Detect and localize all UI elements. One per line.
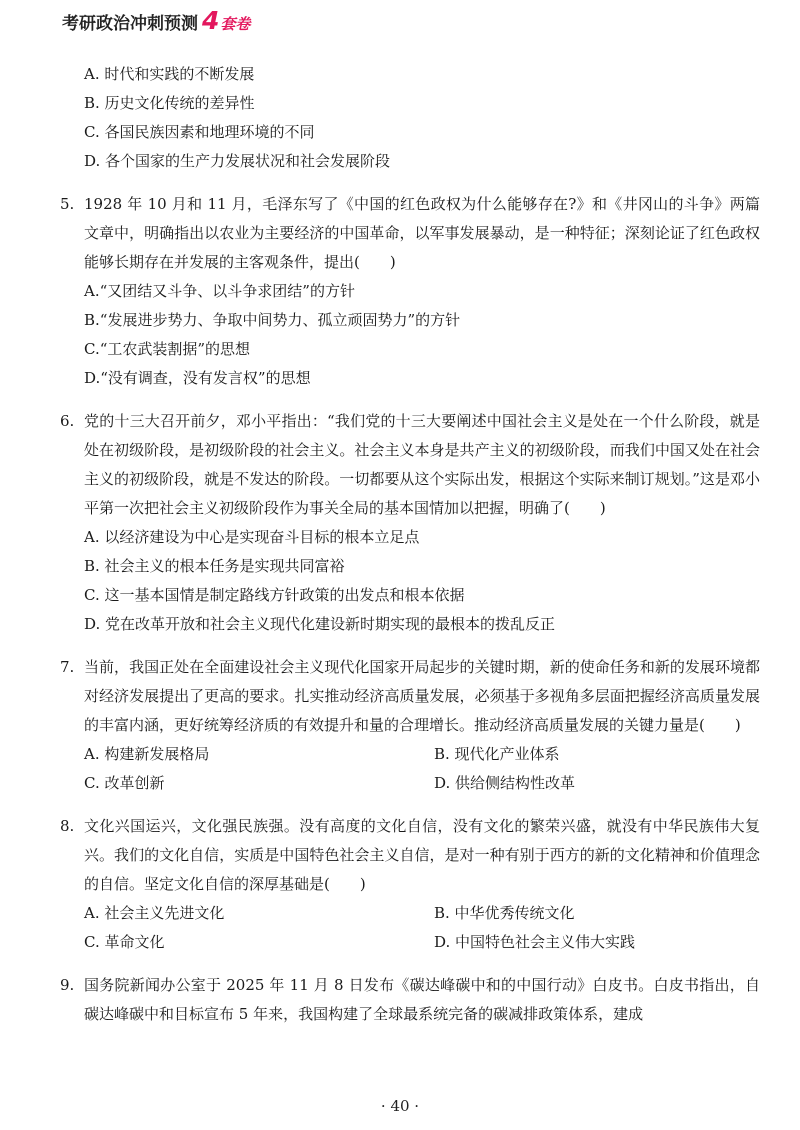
question-8 [60, 812, 760, 957]
question-text: 文化兴国运兴，文化强民族强。没有高度的文化自信，没有文化的繁荣兴盛，就没有中华民族伟大复兴。我们的文化自信，实质是中国特色社会主义自信，是对一种有别于西方的新的文化精神和价值理念的自信。坚定文化自信的深厚基础是( ) [84, 817, 760, 893]
question-stem [60, 407, 760, 523]
option-c: C. 革命文化 [84, 933, 165, 951]
page-header [62, 4, 250, 38]
question-options [60, 60, 760, 176]
option-a: A. 构建新发展格局 [84, 745, 210, 763]
question-options [60, 277, 760, 393]
question-number: 8. [60, 817, 75, 835]
option-c: C. 这一基本国情是制定路线方针政策的出发点和根本依据 [84, 586, 465, 604]
option-a: A. 以经济建设为中心是实现奋斗目标的根本立足点 [84, 528, 420, 546]
question-4-carryover [60, 60, 760, 176]
option-b: B. 社会主义的根本任务是实现共同富裕 [84, 557, 345, 575]
option-c: C.“工农武装割据”的思想 [84, 340, 251, 358]
question-text: 国务院新闻办公室于 2025 年 11 月 8 日发布《碳达峰碳中和的中国行动》白皮书。白皮书指出，自碳达峰碳中和目标宣布 5 年来，我国构建了全球最系统完备的碳减排政策体系，建成 [84, 976, 760, 1023]
option-d: D. 各个国家的生产力发展状况和社会发展阶段 [84, 152, 391, 170]
question-text: 党的十三大召开前夕，邓小平指出：“我们党的十三大要阐述中国社会主义是处在一个什么阶段，就是处在初级阶段，是初级阶段的社会主义。社会主义本身是共产主义的初级阶段，而我们中国又处在社会主义的初级阶段，就是不发达的阶段。一切都要从这个实际出发，根据这个实际来制订规划。”这是邓小平第一次把社会主义初级阶段作为事关全局的基本国情加以把握，明确了( ) [84, 412, 760, 517]
logo-number: 4 [202, 6, 220, 35]
option-d: D. 中国特色社会主义伟大实践 [434, 933, 636, 951]
header-title: 考研政治冲刺预测 [62, 13, 198, 34]
option-b: B.“发展进步势力、争取中间势力、孤立顽固势力”的方针 [84, 311, 461, 329]
page-number: · 40 · [380, 1097, 420, 1115]
logo-text: 套卷 [220, 15, 251, 33]
option-b: B. 中华优秀传统文化 [434, 904, 575, 922]
question-number: 9. [60, 976, 75, 994]
question-7 [60, 653, 760, 798]
question-text: 当前，我国正处在全面建设社会主义现代化国家开局起步的关键时期，新的使命任务和新的发展环境都对经济发展提出了更高的要求。扎实推动经济高质量发展，必须基于多视角多层面把握经济高质量发展的丰富内涵，更好统筹经济质的有效提升和量的合理增长。推动经济高质量发展的关键力量是( ) [84, 658, 760, 734]
option-b: B. 现代化产业体系 [434, 745, 560, 763]
question-number: 6. [60, 412, 75, 430]
option-a: A. 时代和实践的不断发展 [84, 65, 255, 83]
question-6 [60, 407, 760, 639]
option-c: C. 改革创新 [84, 774, 165, 792]
option-d: D.“没有调查，没有发言权”的思想 [84, 369, 311, 387]
header-logo [202, 8, 250, 34]
question-number: 5. [60, 195, 75, 213]
question-9 [60, 971, 760, 1029]
question-stem [60, 812, 760, 899]
option-b: B. 历史文化传统的差异性 [84, 94, 255, 112]
question-options [60, 740, 760, 798]
question-stem [60, 190, 760, 277]
question-stem [60, 653, 760, 740]
question-content [60, 60, 760, 1043]
question-number: 7. [60, 658, 75, 676]
option-d: D. 党在改革开放和社会主义现代化建设新时期实现的最根本的拨乱反正 [84, 615, 556, 633]
option-a: A. 社会主义先进文化 [84, 904, 225, 922]
question-text: 1928 年 10 月和 11 月，毛泽东写了《中国的红色政权为什么能够存在?》和《井冈山的斗争》两篇文章中，明确指出以农业为主要经济的中国革命，以军事发展暴动，是一种特征；深刻论证了红色政权能够长期存在并发展的主客观条件，提出( ) [84, 195, 760, 271]
option-c: C. 各国民族因素和地理环境的不同 [84, 123, 315, 141]
question-stem [60, 971, 760, 1029]
question-5 [60, 190, 760, 393]
option-a: A.“又团结又斗争、以斗争求团结”的方针 [84, 282, 355, 300]
option-d: D. 供给侧结构性改革 [434, 774, 576, 792]
question-options [60, 523, 760, 639]
question-options [60, 899, 760, 957]
